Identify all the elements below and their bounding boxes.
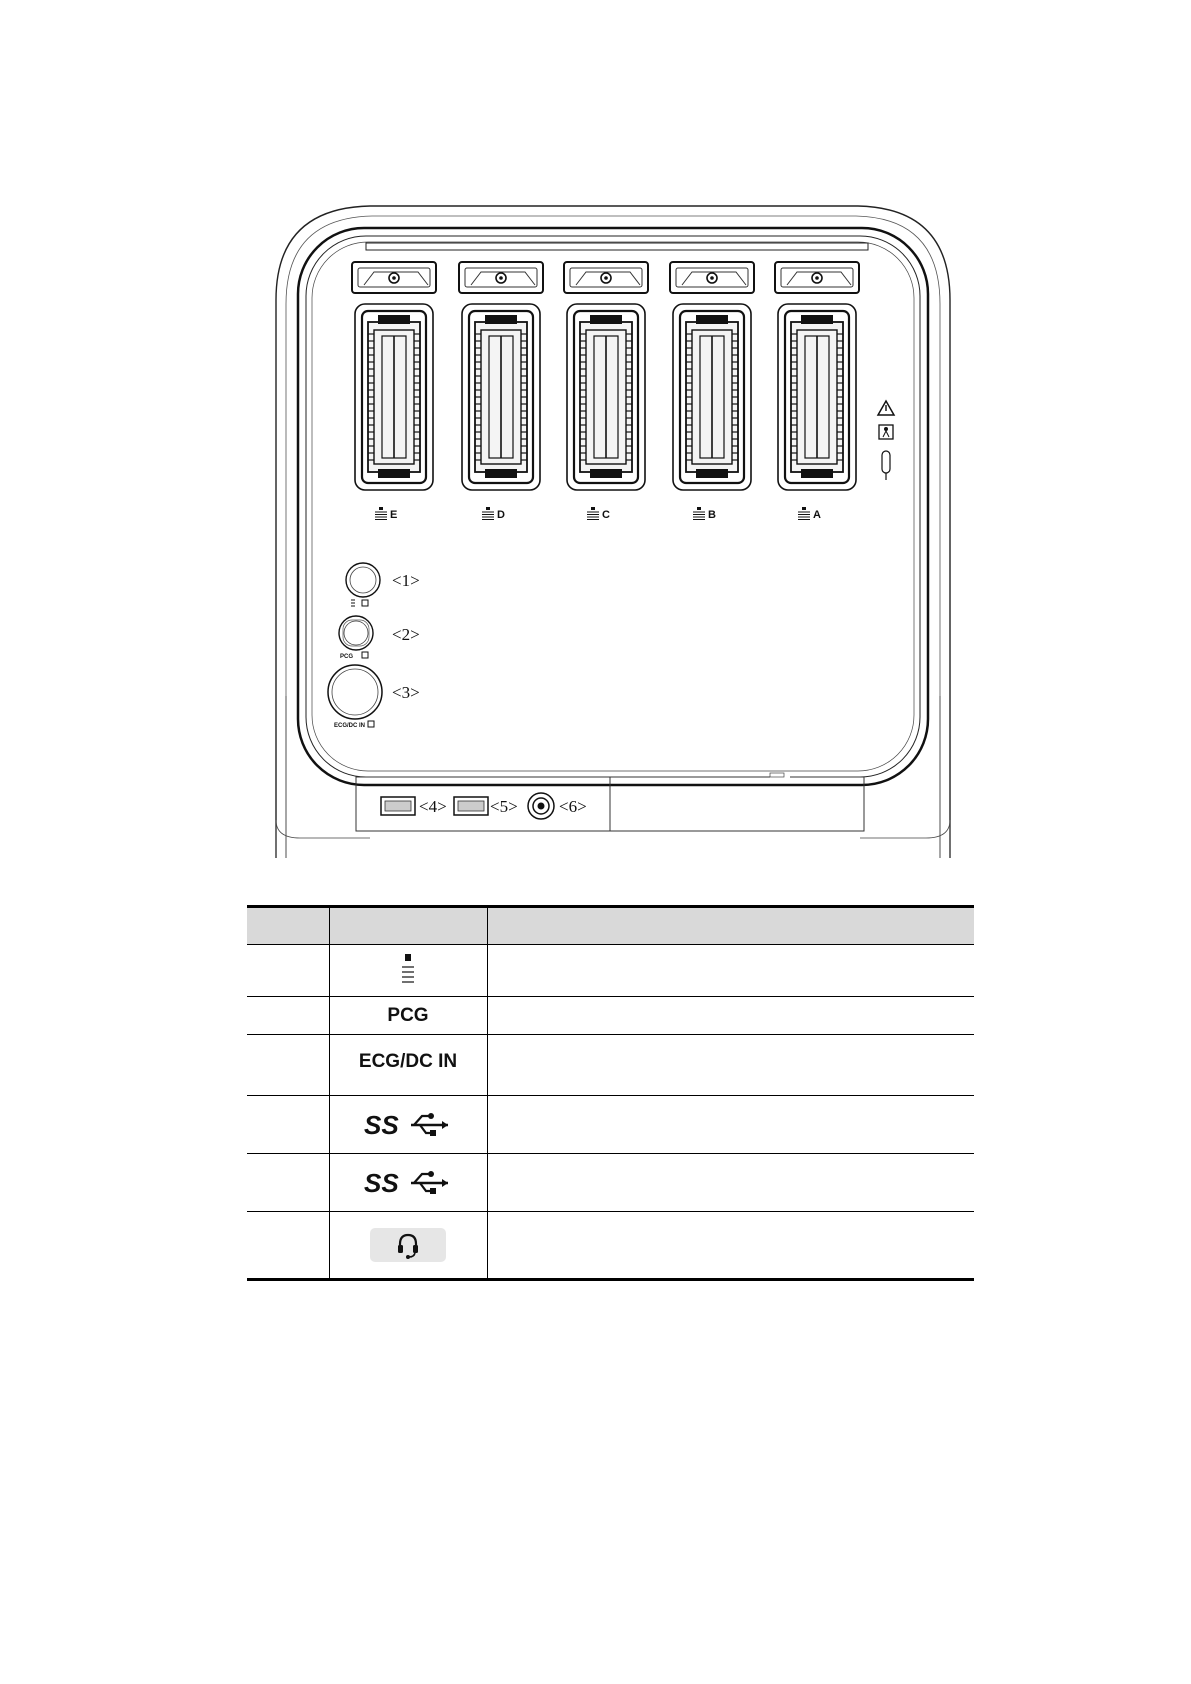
- port-label-4: <4>: [419, 797, 447, 816]
- usb-port-5: [454, 797, 488, 815]
- row-description: [487, 1154, 974, 1212]
- svg-text:SS: SS: [364, 1109, 399, 1140]
- header-function: [487, 907, 974, 945]
- row-symbol-pcg: PCG: [329, 997, 487, 1035]
- row-description: [487, 1212, 974, 1280]
- row-symbol-ecg: ECG/DC IN: [329, 1035, 487, 1096]
- usb-port-4: [381, 797, 415, 815]
- row-description: [487, 997, 974, 1035]
- row-number: [247, 1096, 329, 1154]
- probe-transducer-icon: [401, 954, 415, 988]
- row-number: [247, 1212, 329, 1280]
- row-number: [247, 1154, 329, 1212]
- row-symbol: [329, 945, 487, 997]
- row-symbol: [329, 1096, 487, 1154]
- port-description-table: [247, 905, 974, 1281]
- table-row: [247, 1035, 974, 1096]
- port-label-3: <3>: [392, 683, 420, 702]
- row-number: [247, 997, 329, 1035]
- svg-text:SS: SS: [364, 1167, 399, 1198]
- usb-superspeed-icon: [364, 1110, 452, 1140]
- headphone-icon: [370, 1228, 446, 1262]
- table-row: [247, 997, 974, 1035]
- table-row: [247, 1096, 974, 1154]
- port-label-1: <1>: [392, 571, 420, 590]
- header-number: [247, 907, 329, 945]
- usb-superspeed-icon: [364, 1168, 452, 1198]
- row-description: [487, 945, 974, 997]
- slot-letter-label: E: [390, 509, 398, 521]
- row-symbol: [329, 1212, 487, 1280]
- pcg-small-label: PCG: [340, 654, 354, 660]
- row-symbol: [329, 1154, 487, 1212]
- table-row: [247, 1212, 974, 1280]
- table-row: [247, 1154, 974, 1212]
- port-label-2: <2>: [392, 625, 420, 644]
- port-label-5: <5>: [490, 797, 518, 816]
- row-description: [487, 1035, 974, 1096]
- table-header-row: [247, 907, 974, 945]
- headphone-jack-6: [528, 793, 554, 819]
- port-label-6: <6>: [559, 797, 587, 816]
- slot-letter-label: D: [497, 509, 505, 521]
- table-row: [247, 945, 974, 997]
- row-description: [487, 1096, 974, 1154]
- row-number: [247, 1035, 329, 1096]
- ecg-small-label: ECG/DC IN: [334, 723, 366, 729]
- slot-letter-label: A: [813, 509, 821, 521]
- header-symbol: [329, 907, 487, 945]
- row-number: [247, 945, 329, 997]
- slot-letter-label: C: [602, 509, 610, 521]
- slot-letter-label: B: [708, 509, 716, 521]
